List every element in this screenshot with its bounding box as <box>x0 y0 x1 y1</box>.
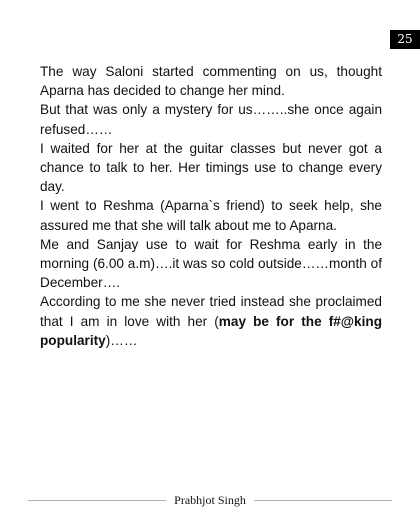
page-number: 25 <box>390 30 420 49</box>
footer-rule-right <box>254 500 392 501</box>
footer-rule-left <box>28 500 166 501</box>
paragraph: I waited for her at the guitar classes but never got a chance to talk to her. Her timings use to change every day. <box>40 140 382 195</box>
paragraph-text: )…… <box>105 332 138 348</box>
paragraph: I went to Reshma (Aparna`s friend) to seek help, she assured me that she will talk about me to Aparna. <box>40 198 382 233</box>
paragraph <box>40 292 382 350</box>
paragraph: The way Saloni started commenting on us, thought Aparna has decided to change her mind. <box>40 64 382 99</box>
paragraph-text: According to me she never tried instead she proclaimed that I am in love with her ( <box>40 294 382 329</box>
footer-author: Prabhjot Singh <box>174 492 246 507</box>
bold-phrase: may be for the f#@king popularity <box>40 313 383 348</box>
paragraph: But that was only a mystery for us……..she once again refused…… <box>40 102 382 137</box>
body-text <box>40 62 382 350</box>
footer <box>28 493 392 507</box>
paragraph: Me and Sanjay use to wait for Reshma early in the morning (6.00 a.m)….it was so cold outside……month of December…. <box>40 236 382 291</box>
